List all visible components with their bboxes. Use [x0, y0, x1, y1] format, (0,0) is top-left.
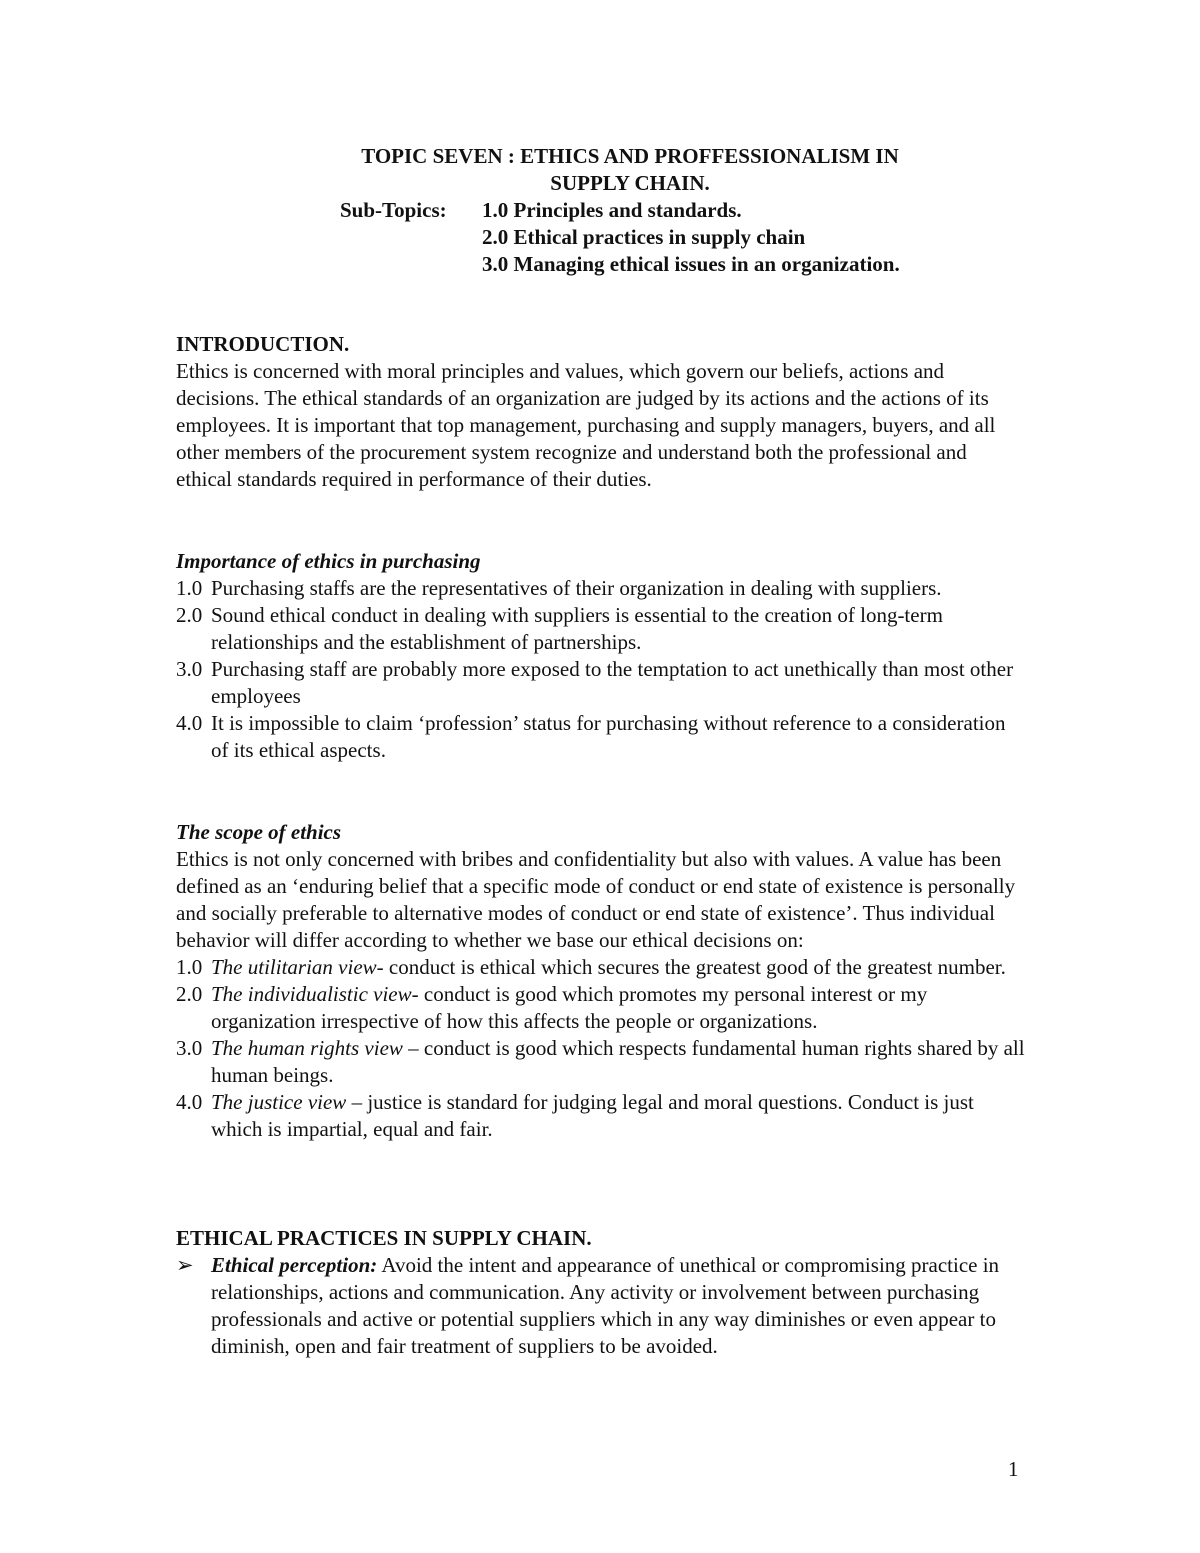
- title-line-2: SUPPLY CHAIN.: [550, 171, 710, 195]
- introduction-text: Ethics is concerned with moral principles and values, which govern our beliefs, actions and decisions. The ethical standards of an organization are judged by its actions and the actions of its employees. It is important that top management, purchasing and supply managers, buyers, and all other members of the procurement system recognize and understand both the professional and ethical standards required in performance of their duties.: [176, 359, 996, 491]
- scope-heading: The scope of ethics: [176, 820, 342, 844]
- subtopic-item: 2.0 Ethical practices in supply chain: [482, 225, 806, 249]
- list-item: 2.0 The individualistic view- conduct is good which promotes my personal interest or my organization irrespective of how this affects the people or organizations.: [176, 982, 928, 1033]
- practices-heading: ETHICAL PRACTICES IN SUPPLY CHAIN.: [176, 1226, 592, 1250]
- document-title: [240, 143, 1020, 197]
- subtopic-item: 1.0 Principles and standards.: [482, 198, 742, 222]
- scope-text: Ethics is not only concerned with bribes and confidentiality but also with values. A value has been defined as an ‘enduring belief that a specific mode of conduct or end state of existence is personally and socially preferable to alternative modes of conduct or end state of existence’. Thus individual behavior will differ according to whether we base our ethical decisions on:: [176, 847, 1016, 952]
- list-item: 3.0 The human rights view – conduct is good which respects fundamental human rights shared by all human beings.: [176, 1036, 1025, 1087]
- subtopic-item: 3.0 Managing ethical issues in an organization.: [482, 252, 900, 276]
- list-item: 4.0 The justice view – justice is standard for judging legal and moral questions. Conduct is just which is impartial, equal and fair.: [176, 1090, 974, 1141]
- subtopics-label: Sub-Topics:: [340, 198, 447, 222]
- list-item: 4.0 It is impossible to claim ‘profession’ status for purchasing without reference to a consideration of its ethical aspects.: [176, 711, 1006, 762]
- arrow-bullet-icon: ➢: [176, 1253, 194, 1277]
- importance-heading: Importance of ethics in purchasing: [176, 549, 481, 573]
- practices-list: [176, 1252, 1026, 1360]
- introduction-heading: INTRODUCTION.: [176, 332, 350, 356]
- list-item: 1.0 Purchasing staffs are the representatives of their organization in dealing with suppliers.: [176, 576, 942, 600]
- subtopics: [340, 197, 1040, 278]
- scope-section: [176, 819, 1026, 1143]
- list-item: ➢ Ethical perception: Avoid the intent and appearance of unethical or compromising practice in relationships, actions and communication. Any activity or involvement between purchasing professionals and active or potential suppliers which in any way diminishes or even appear to diminish, open and fair treatment of suppliers to be avoided.: [176, 1253, 1000, 1358]
- introduction-section: [176, 331, 1026, 493]
- practices-section: [176, 1225, 1026, 1360]
- title-line-1: TOPIC SEVEN : ETHICS AND PROFFESSIONALISM IN: [361, 144, 899, 168]
- list-item: 3.0 Purchasing staff are probably more exposed to the temptation to act unethically than most other employees: [176, 657, 1014, 708]
- importance-list: [176, 575, 1026, 764]
- list-item: 2.0 Sound ethical conduct in dealing with suppliers is essential to the creation of long-term relationships and the establishment of partnerships.: [176, 603, 943, 654]
- list-item: 1.0 The utilitarian view- conduct is ethical which secures the greatest good of the greatest number.: [176, 955, 1006, 979]
- scope-list: [176, 954, 1026, 1143]
- importance-section: [176, 548, 1026, 764]
- page-number: 1: [1008, 1457, 1019, 1481]
